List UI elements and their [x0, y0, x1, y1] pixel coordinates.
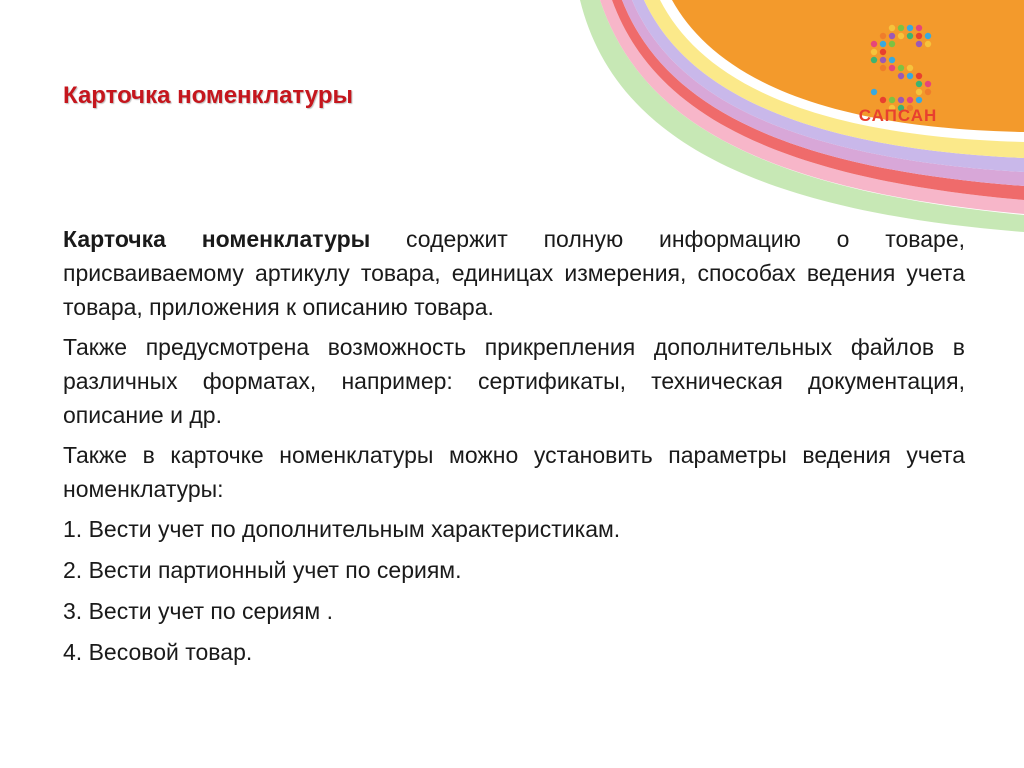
slide-body: [63, 222, 965, 676]
logo-wordmark: САПСАН: [858, 106, 938, 125]
list-item: 2. Вести партионный учет по сериям.: [63, 557, 462, 583]
paragraph-intro-rest: содержит полную информацию о товаре, присваиваемому артикулу товара, единицах измерения, способах ведения учета товара, приложения к описанию товара.: [63, 226, 965, 320]
list-item: 4. Весовой товар.: [63, 639, 253, 665]
paragraph-intro-lead: Карточка номенклатуры: [63, 226, 371, 252]
paragraph-intro: [63, 222, 965, 324]
list-item: 3. Вести учет по сериям .: [63, 598, 334, 624]
paragraph-parameters: Также в карточке номенклатуры можно установить параметры ведения учета номенклатуры:: [63, 442, 965, 502]
list-item: 1. Вести учет по дополнительным характеристикам.: [63, 516, 621, 542]
slide-title: Карточка номенклатуры: [63, 82, 353, 109]
paragraph-attachments: Также предусмотрена возможность прикрепления дополнительных файлов в различных форматах, например: сертификаты, техническая документация, описание и др.: [63, 334, 965, 428]
dotted-letter-s-logo-icon: [858, 22, 942, 112]
